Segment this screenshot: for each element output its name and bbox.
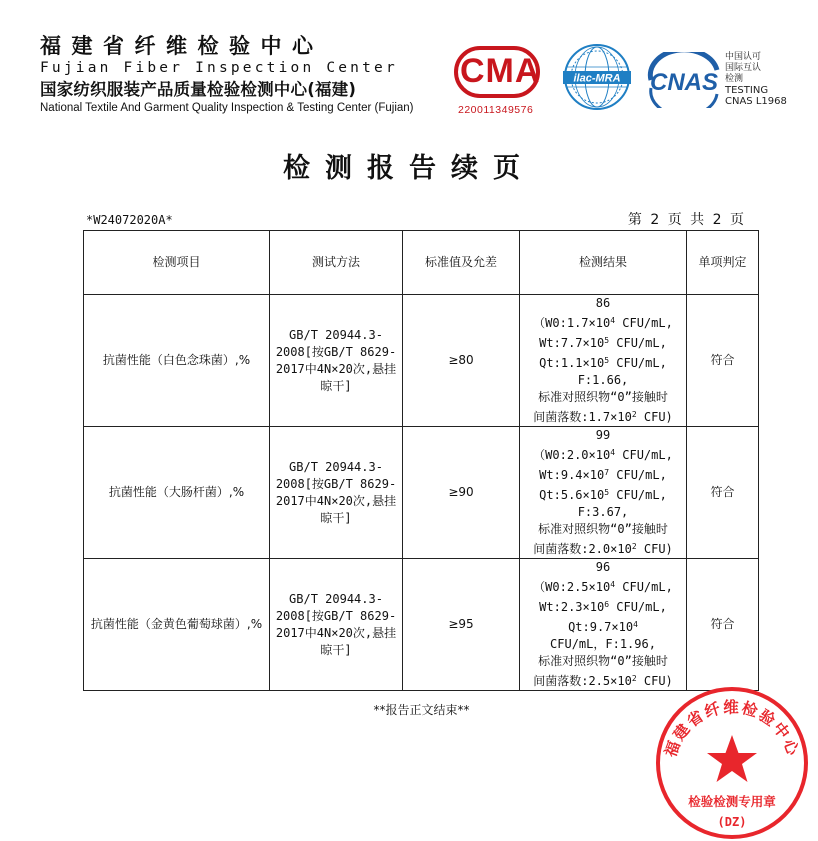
result-detail-unit: CFU/mL, (609, 336, 667, 350)
result-detail-line (522, 484, 684, 504)
test-method-cell: GB/T 20944.3-2008[按GB/T 8629-2017中4N×20次,悬挂晾干] (270, 295, 403, 427)
star-icon (707, 735, 757, 782)
column-header: 单项判定 (687, 231, 759, 295)
result-detail-unit: CFU/mL, (615, 580, 673, 594)
result-detail-text: （W0:2.5×10 (533, 580, 611, 594)
verdict-cell: 符合 (687, 427, 759, 559)
result-detail-line (522, 576, 684, 596)
test-method-cell: GB/T 20944.3-2008[按GB/T 8629-2017中4N×20次,悬挂晾干] (270, 427, 403, 559)
result-detail-text: 间菌落数:2.5×10 (533, 674, 632, 688)
seal-code: (DZ) (717, 815, 747, 829)
standard-cell: ≥80 (403, 295, 520, 427)
column-header: 检测项目 (84, 231, 270, 295)
official-seal (649, 683, 815, 841)
table-header-row (84, 231, 759, 295)
ilac-mra-logo (557, 42, 637, 112)
result-exponent: 2 (631, 542, 637, 551)
test-item-cell: 抗菌性能（大肠杆菌）,% (84, 427, 270, 559)
table-row (84, 295, 759, 427)
result-exponent: 4 (610, 316, 616, 325)
cnas-logo-text: CNAS (649, 69, 719, 96)
ilac-logo-text: ilac-MRA (573, 72, 621, 85)
result-detail-text: F:1.66, (577, 373, 629, 387)
page-title: 检测报告续页 (283, 153, 535, 184)
result-exponent: 5 (604, 488, 610, 497)
test-item-cell: 抗菌性能（金黄色葡萄球菌）,% (84, 559, 270, 691)
result-detail-text: Wt:2.3×10 (539, 600, 605, 614)
result-value: 86 (595, 296, 611, 310)
result-detail-text: Qt:5.6×10 (539, 488, 605, 502)
page-number: 第 2 页 共 2 页 (627, 212, 746, 228)
cma-logo (452, 46, 548, 120)
result-detail-line (522, 636, 684, 653)
result-detail-text: CFU/mL，F:1.96, (550, 637, 656, 651)
result-detail-line (522, 464, 684, 484)
result-cell (520, 559, 687, 691)
result-detail-line (522, 521, 684, 538)
result-detail-text: 间菌落数:2.0×10 (533, 542, 632, 556)
result-detail-line (522, 596, 684, 616)
result-detail-text: Qt:9.7×10 (568, 620, 634, 634)
verdict-cell: 符合 (687, 559, 759, 691)
result-exponent: 6 (604, 600, 610, 609)
result-detail-text: F:3.67, (577, 505, 629, 519)
result-detail-line (522, 406, 684, 426)
result-detail-text: 标准对照织物“0”接触时 (538, 522, 668, 536)
cnas-line: 国际互认 (725, 63, 762, 73)
result-detail-unit: CFU/mL, (615, 448, 673, 462)
cnas-logo (643, 52, 793, 112)
verdict-cell: 符合 (687, 295, 759, 427)
result-exponent: 5 (604, 336, 610, 345)
result-detail-unit: CFU/mL, (615, 316, 673, 330)
result-detail-line (522, 538, 684, 558)
result-exponent: 4 (633, 620, 638, 629)
result-detail-text: Wt:7.7×10 (539, 336, 605, 350)
cma-number: 220011349576 (458, 104, 534, 116)
results-table (83, 230, 759, 691)
end-note: **报告正文结束** (373, 703, 470, 717)
cnas-line: TESTING (725, 85, 769, 96)
cnas-line: 检测 (725, 74, 744, 84)
result-detail-line (522, 389, 684, 406)
result-exponent: 2 (631, 674, 637, 683)
standard-cell: ≥90 (403, 427, 520, 559)
column-header: 检测结果 (520, 231, 687, 295)
result-detail-text: Wt:9.4×10 (539, 468, 605, 482)
cma-logo-text: CMA (460, 52, 541, 90)
report-id: *W24072020A* (86, 213, 173, 227)
result-detail-text: 间菌落数:1.7×10 (533, 410, 632, 424)
seal-arc-text: 福建省纤维检验中心 (661, 698, 803, 760)
org-name-en: Fujian Fiber Inspection Center (40, 60, 398, 76)
result-exponent: 4 (610, 448, 616, 457)
cnas-emblem-icon (643, 52, 725, 108)
result-detail-line (522, 444, 684, 464)
cnas-accreditation-text (725, 52, 787, 107)
result-detail-text: （W0:2.0×10 (533, 448, 611, 462)
result-detail-line (522, 312, 684, 332)
result-detail-unit: CFU/mL, (609, 356, 667, 370)
column-header: 标准值及允差 (403, 231, 520, 295)
result-cell (520, 295, 687, 427)
result-detail-line (522, 352, 684, 372)
result-detail-text: Qt:1.1×10 (539, 356, 605, 370)
test-item-cell: 抗菌性能（白色念珠菌）,% (84, 295, 270, 427)
result-detail-unit: CFU) (636, 410, 673, 424)
result-detail-line (522, 616, 684, 636)
result-detail-unit: CFU/mL, (609, 488, 667, 502)
result-detail-text: 标准对照织物“0”接触时 (538, 654, 668, 668)
result-detail-line (522, 332, 684, 352)
center-name-cn: 国家纺织服装产品质量检验检测中心(福建) (40, 80, 357, 99)
org-name-cn: 福建省纤维检验中心 (40, 34, 324, 58)
result-exponent: 5 (604, 356, 610, 365)
standard-cell: ≥95 (403, 559, 520, 691)
result-exponent: 2 (631, 410, 637, 419)
test-method-cell: GB/T 20944.3-2008[按GB/T 8629-2017中4N×20次,悬挂晾干] (270, 559, 403, 691)
result-detail-unit: CFU/mL, (609, 468, 667, 482)
table-row (84, 427, 759, 559)
result-detail-unit: CFU) (636, 542, 673, 556)
result-detail-line (522, 504, 684, 521)
result-detail-text: （W0:1.7×10 (533, 316, 611, 330)
result-detail-text: 标准对照织物“0”接触时 (538, 390, 668, 404)
center-name-en: National Textile And Garment Quality Inspection & Testing Center (Fujian) (40, 102, 414, 114)
result-value: 96 (595, 560, 611, 574)
result-value: 99 (595, 428, 611, 442)
result-exponent: 7 (604, 468, 610, 477)
column-header: 测试方法 (270, 231, 403, 295)
org-header (40, 34, 420, 115)
result-cell (520, 427, 687, 559)
cnas-line: 中国认可 (725, 52, 762, 62)
seal-inner-text: 检验检测专用章 (688, 794, 776, 809)
result-detail-unit: CFU) (636, 674, 673, 688)
result-detail-line (522, 372, 684, 389)
result-detail-line (522, 653, 684, 670)
cnas-line: CNAS L1968 (725, 96, 787, 107)
table-row (84, 559, 759, 691)
result-exponent: 4 (610, 580, 616, 589)
result-detail-unit: CFU/mL, (609, 600, 667, 614)
ilac-globe-icon (557, 42, 637, 112)
